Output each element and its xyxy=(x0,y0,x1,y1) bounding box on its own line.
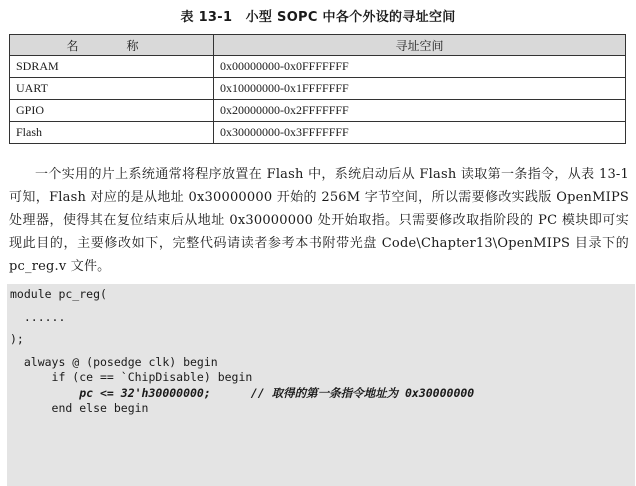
code-blank-line xyxy=(7,348,635,355)
cell-peripheral: SDRAM xyxy=(10,56,214,78)
body-paragraph: 一个实用的片上系统通常将程序放置在 Flash 中，系统启动后从 Flash 读取第一条指令，从表 13-1 可知，Flash 对应的是从地址 0x30000000 开始的 256M 字节空间，所以需要修改实践版 OpenMIPS 处理器，使得其在复位结束后从地址 0x30000000 处开始取指。只需要修改取指阶段的 PC 模块即可实现此目的，主要修改如下，完整代码请读者参考本书附带光盘 Code\Chapter13\OpenMIPS 目录下的 pc_reg.v 文件。 xyxy=(9,167,629,274)
address-space-table xyxy=(9,34,626,144)
cell-address-range: 0x00000000-0x0FFFFFFF xyxy=(214,56,626,78)
table-row xyxy=(10,122,626,144)
table-caption: 表 13-1 小型 SOPC 中各个外设的寻址空间 xyxy=(180,10,456,25)
code-line: always @ (posedge clk) begin xyxy=(10,354,218,369)
table-row xyxy=(10,100,626,122)
cell-address-range: 0x10000000-0x1FFFFFFF xyxy=(214,78,626,100)
table-row xyxy=(10,56,626,78)
table-header-row xyxy=(10,35,626,56)
cell-peripheral: UART xyxy=(10,78,214,100)
code-line: ...... xyxy=(10,309,66,324)
code-blank-line xyxy=(7,325,635,332)
code-line: ); xyxy=(10,332,24,346)
cell-address-range: 0x30000000-0x3FFFFFFF xyxy=(214,122,626,144)
code-line: end else begin xyxy=(10,401,149,415)
code-block xyxy=(7,284,635,486)
code-line: module pc_reg( xyxy=(10,287,107,301)
code-line-highlighted xyxy=(7,386,635,402)
header-name: 名 称 xyxy=(10,35,214,56)
code-line: if (ce == `ChipDisable) begin xyxy=(10,370,253,384)
cell-peripheral: GPIO xyxy=(10,100,214,122)
cell-address-range: 0x20000000-0x2FFFFFFF xyxy=(214,100,626,122)
code-blank-line xyxy=(7,303,635,310)
header-address-space: 寻址空间 xyxy=(214,35,626,56)
code-comment: // 取得的第一条指令地址为 0x30000000 xyxy=(250,385,475,400)
cell-peripheral: Flash xyxy=(10,122,214,144)
table-row xyxy=(10,78,626,100)
code-statement: pc <= 32'h30000000; xyxy=(10,385,211,400)
